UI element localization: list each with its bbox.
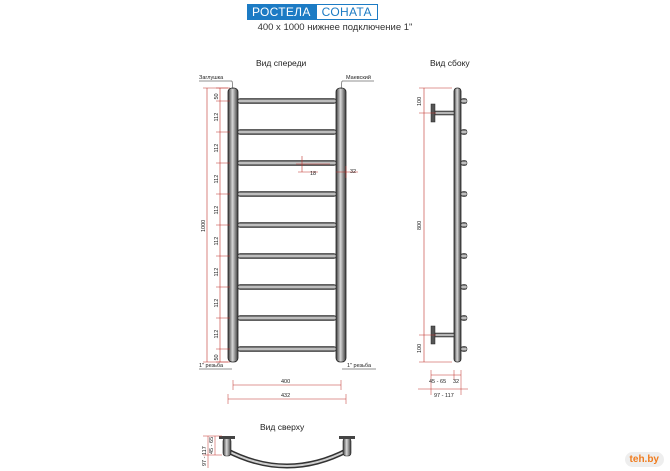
pitch-dim: 112 bbox=[214, 112, 220, 122]
front-view bbox=[199, 74, 376, 404]
width-inner-dim: 400 bbox=[281, 379, 291, 385]
side-rung-stub bbox=[461, 347, 467, 352]
side-rung-stub bbox=[461, 316, 467, 321]
height-total-dim: 1000 bbox=[201, 219, 207, 232]
rung bbox=[238, 223, 336, 228]
side-post-dim: 32 bbox=[453, 379, 460, 385]
thread-right-label: 1" резьба bbox=[347, 363, 372, 369]
side-depth-total-dim: 97 - 117 bbox=[434, 393, 454, 399]
side-rung-stub bbox=[461, 254, 467, 259]
side-post bbox=[454, 88, 461, 362]
top-post-right bbox=[343, 438, 351, 456]
top-post-left bbox=[223, 438, 231, 456]
pitch-dim: 112 bbox=[214, 143, 220, 153]
model-subtitle: 400 х 1000 нижнее подключение 1" bbox=[257, 22, 413, 33]
rung bbox=[238, 130, 336, 135]
rung bbox=[238, 254, 336, 259]
rung bbox=[238, 192, 336, 197]
side-rung-stub bbox=[461, 285, 467, 290]
side-rung-stub bbox=[461, 161, 467, 166]
width-outer-dim: 432 bbox=[281, 393, 291, 399]
side-depth-small-dim: 45 - 65 bbox=[429, 379, 447, 385]
side-top-dim: 100 bbox=[417, 96, 423, 106]
pitch-dim: 112 bbox=[214, 205, 220, 215]
side-view bbox=[417, 88, 468, 399]
rung bbox=[238, 316, 336, 321]
right-post bbox=[336, 88, 346, 362]
watermark: teh.by bbox=[625, 452, 664, 467]
top-offset-dim: 50 bbox=[214, 93, 220, 100]
pitch-dim: 112 bbox=[214, 329, 220, 339]
brand-name: РОСТЕЛА bbox=[247, 4, 316, 20]
pitch-dim: 112 bbox=[214, 236, 220, 246]
front-view-title: Вид спереди bbox=[256, 58, 307, 68]
pipe-diameter-dim: 18 bbox=[310, 171, 317, 177]
side-rung-stub bbox=[461, 223, 467, 228]
top-view-title: Вид сверху bbox=[260, 422, 305, 432]
rung bbox=[238, 347, 336, 352]
rung bbox=[238, 99, 336, 104]
side-rung-stub bbox=[461, 130, 467, 135]
top-view bbox=[202, 436, 355, 468]
thread-left-label: 1" резьба bbox=[199, 363, 224, 369]
pitch-dim: 112 bbox=[214, 174, 220, 184]
valve-label: Маевский bbox=[346, 75, 371, 81]
side-rung-stub bbox=[461, 192, 467, 197]
side-view-title: Вид сбоку bbox=[430, 58, 470, 68]
rung bbox=[238, 161, 336, 166]
bottom-offset-dim: 50 bbox=[214, 354, 220, 361]
pitch-dim: 112 bbox=[214, 267, 220, 277]
post-diameter-dim: 32 bbox=[350, 169, 357, 175]
top-dim-b: 45 - 65 bbox=[209, 436, 215, 454]
rung bbox=[238, 285, 336, 290]
model-name: СОНАТА bbox=[316, 4, 378, 20]
rungs bbox=[238, 99, 336, 352]
top-dim-a: 97 - 117 bbox=[202, 446, 208, 466]
side-middle-dim: 800 bbox=[417, 220, 423, 230]
pitch-dim: 112 bbox=[214, 298, 220, 308]
side-bottom-dim: 100 bbox=[417, 343, 423, 353]
side-rung-stub bbox=[461, 99, 467, 104]
plug-label: Заглушка bbox=[199, 75, 224, 81]
